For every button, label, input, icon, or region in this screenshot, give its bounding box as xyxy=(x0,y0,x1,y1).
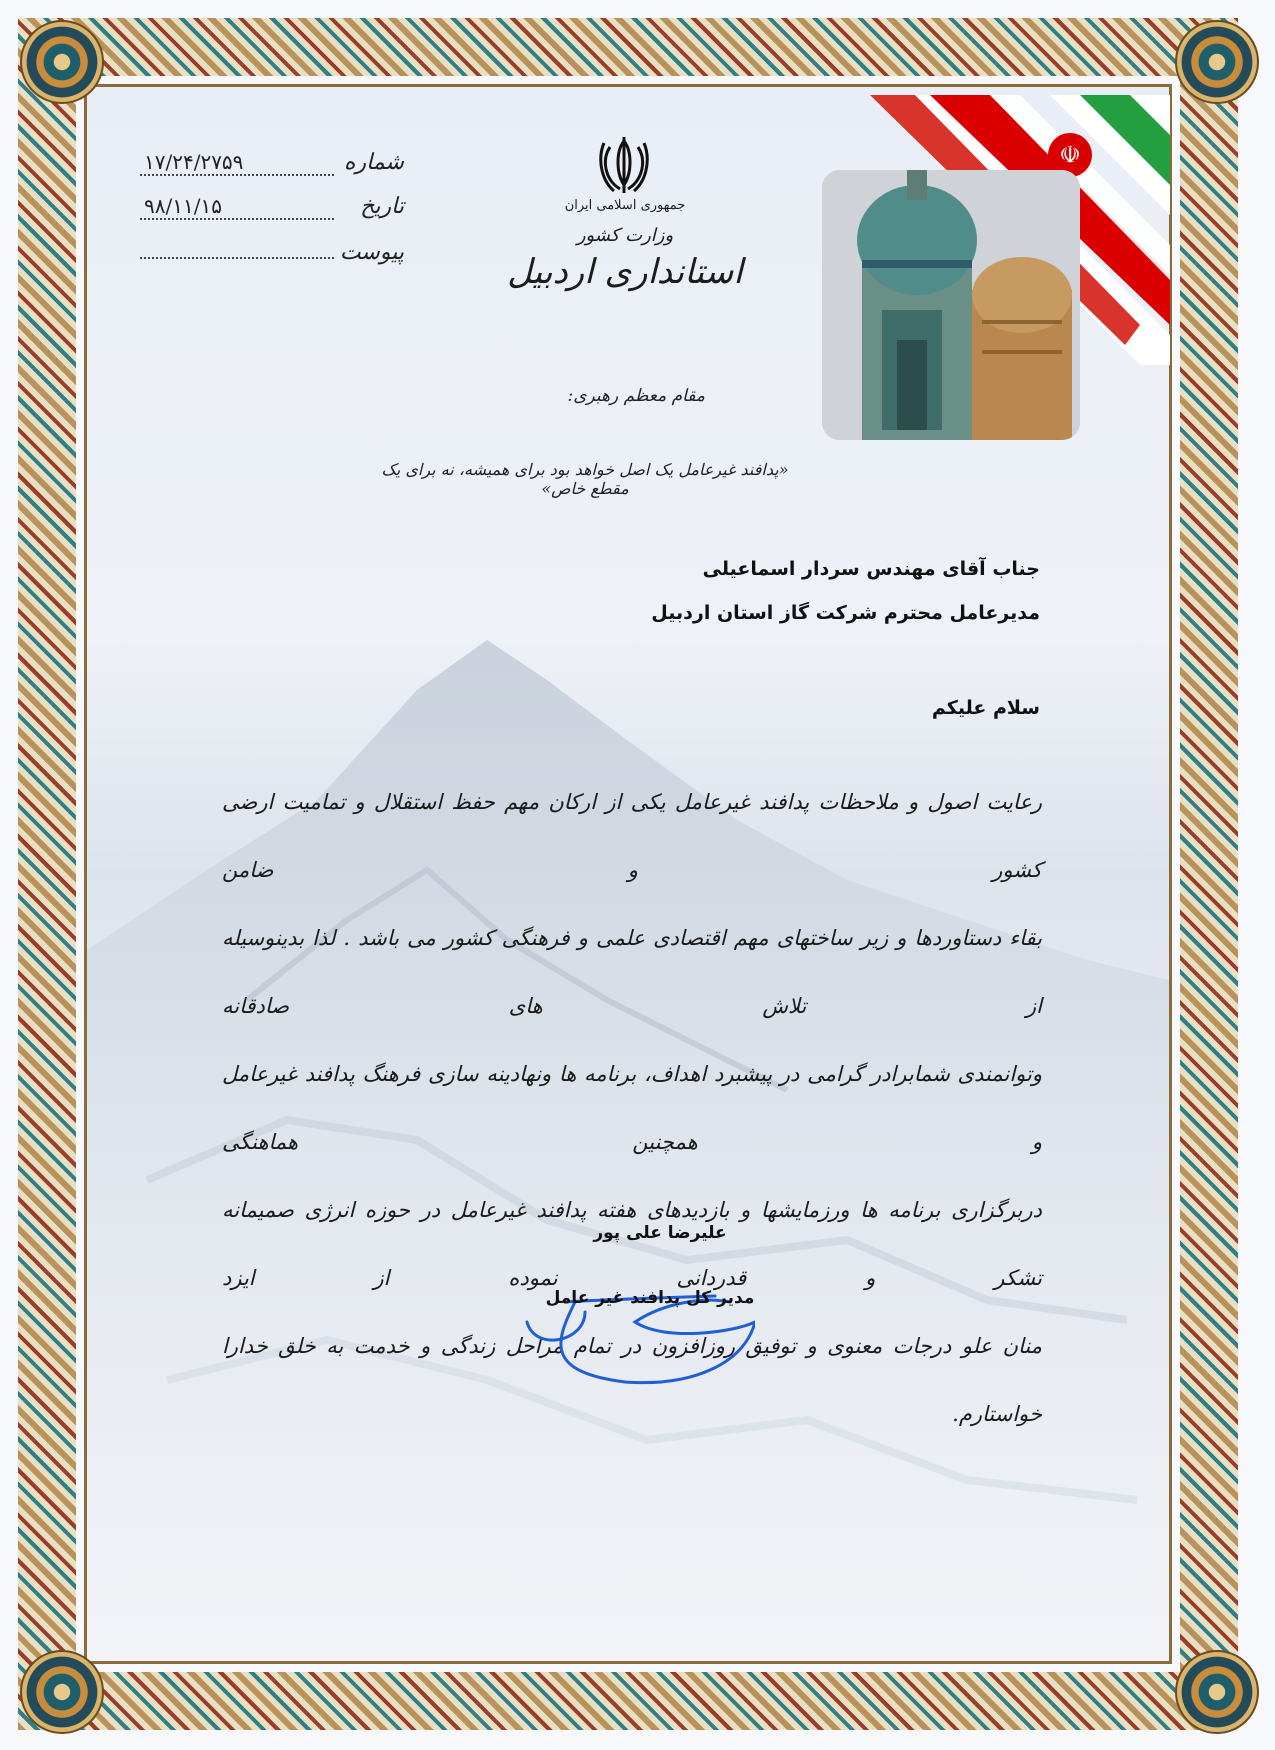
office-name: استانداری اردبیل xyxy=(507,252,743,292)
body-line: منان علو درجات معنوی و توفیق روزافزون در تمام مراحل زندگی و خدمت به خلق خدارا خواستارم. xyxy=(222,1334,1042,1426)
corner-ornament-icon xyxy=(1175,20,1259,104)
letter-attachment-field xyxy=(140,240,404,265)
signer-name: علیرضا علی پور xyxy=(593,1223,727,1243)
date-label: تاریخ xyxy=(360,194,404,219)
country-name: جمهوری اسلامی ایران xyxy=(564,198,686,213)
attachment-label: پیوست xyxy=(339,240,404,265)
number-label: شماره xyxy=(343,150,404,175)
body-line: دربرگزاری برنامه ها ورزمایشها و بازدیدهای هفته پدافند غیرعامل در حوزه انرژی صمیمانه تشکر و قدردانی نموده از ایزد xyxy=(222,1198,1042,1290)
body-line: بقاء دستاوردها و زیر ساختهای مهم اقتصادی علمی و فرهنگی کشور می باشد . لذا بدینوسیله از تلاش های صادقانه xyxy=(222,926,1042,1018)
sheikh-safi-shrine-image xyxy=(822,170,1080,440)
addressee-title: مدیرعامل محترم شرکت گاز استان اردبیل xyxy=(651,602,1040,624)
signer-title: مدیر کل پدافند غیر عامل xyxy=(545,1288,755,1308)
body-line: رعایت اصول و ملاحظات پدافند غیرعامل یکی از ارکان مهم حفظ استقلال و تمامیت ارضی کشور و ضامن xyxy=(222,790,1042,882)
quote-attribution: مقام معظم رهبری: xyxy=(567,386,705,406)
addressee-name: جناب آقای مهندس سردار اسماعیلی xyxy=(702,558,1040,580)
date-value: ۹۸/۱۱/۱۵ xyxy=(140,194,334,220)
iran-emblem-icon xyxy=(596,135,652,195)
handwritten-signature xyxy=(515,1262,755,1392)
ministry-header xyxy=(460,198,790,292)
letter-date-field xyxy=(140,194,404,220)
greeting: سلام علیکم xyxy=(931,697,1040,719)
corner-ornament-icon xyxy=(20,20,104,104)
ministry-name: وزارت کشور xyxy=(576,225,674,246)
letter-number-field xyxy=(140,150,404,176)
number-value: ۱۷/۲۴/۲۷۵۹ xyxy=(140,150,334,176)
svg-text:☫: ☫ xyxy=(1059,141,1081,169)
corner-ornament-icon xyxy=(1175,1650,1259,1734)
corner-ornament-icon xyxy=(20,1650,104,1734)
attachment-value xyxy=(140,257,334,259)
quote-text: «پدافند غیرعامل یک اصل خواهد بود برای همیشه، نه برای یک مقطع خاص» xyxy=(381,460,789,498)
body-line: وتوانمندی شمابرادر گرامی در پیشبرد اهداف، برنامه ها ونهادینه سازی فرهنگ پدافند غیرعامل و همچنین هماهنگی xyxy=(222,1062,1042,1154)
